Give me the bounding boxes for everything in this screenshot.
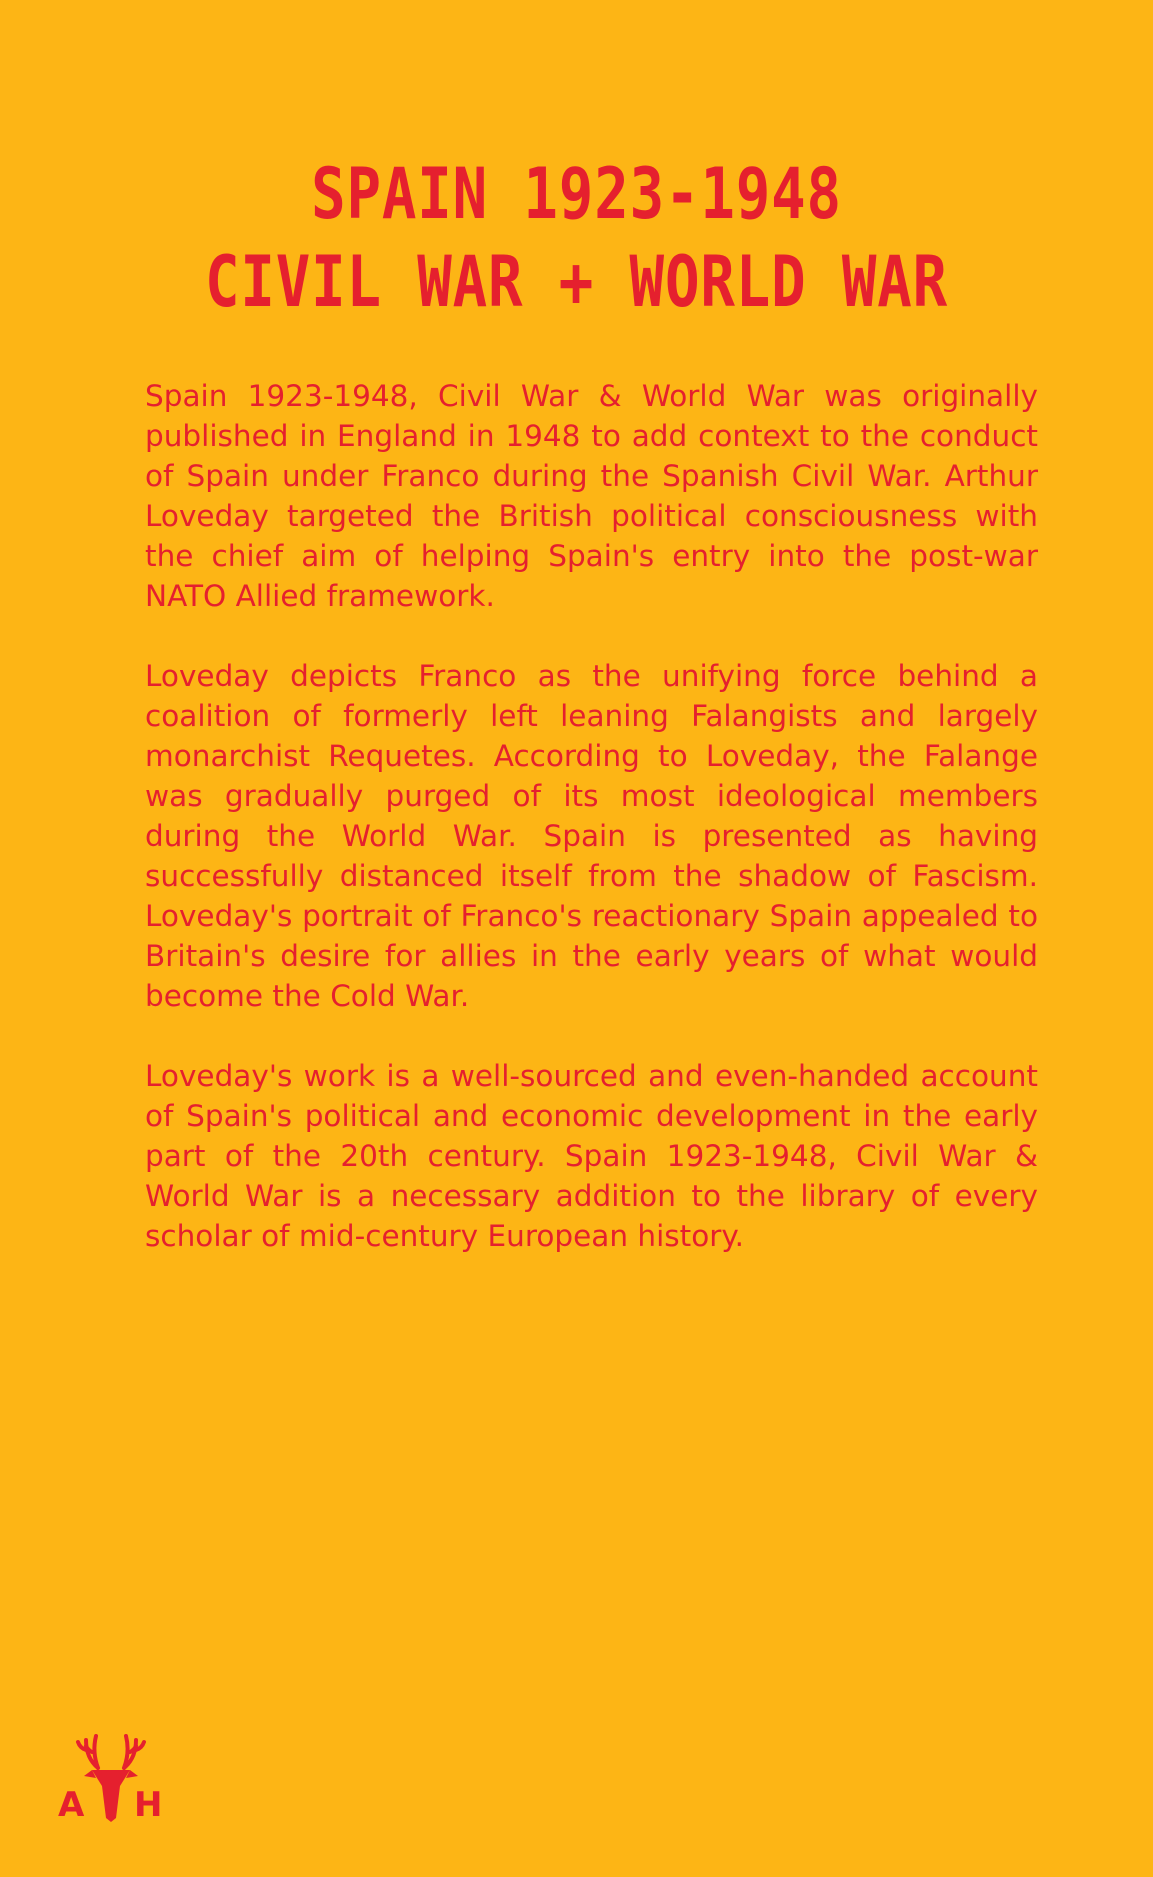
blurb-paragraph-2: Loveday depicts Franco as the unifying force behind a coalition of formerly left leaning Falangists and largely monarchist Requetes. According to Loveday, the Falange was gradually purged of its most ideological members during the World War. Spain is presented as having successfully distanced itself from the shadow of Fascism. Loveday's portrait of Franco's reactionary Spain appealed to Britain's desire for allies in the early years of what would become the Cold War. — [145, 659, 1038, 1013]
cover-title — [0, 150, 1153, 326]
blurb-paragraph-1: Spain 1923-1948, Civil War & World War was originally published in England in 1948 to add context to the conduct of Spain under Franco during the Spanish Civil War. Arthur Loveday targeted the British political consciousness with the chief aim of helping Spain's entry into the post-war NATO Allied framework. — [145, 379, 1038, 613]
publisher-logo-icon — [56, 1728, 166, 1824]
svg-text:H: H — [134, 1785, 163, 1824]
svg-text:A: A — [58, 1785, 85, 1824]
blurb — [145, 376, 1038, 1296]
blurb-paragraph-3: Loveday's work is a well-sourced and even-handed account of Spain's political and economic development in the early part of the 20th century. Spain 1923-1948, Civil War & World War is a necessary addition to the library of every scholar of mid-century European history. — [145, 1059, 1038, 1253]
title-line-1: SPAIN 1923-1948 — [311, 153, 842, 235]
title-line-2: CIVIL WAR + WORLD WAR — [205, 241, 948, 323]
